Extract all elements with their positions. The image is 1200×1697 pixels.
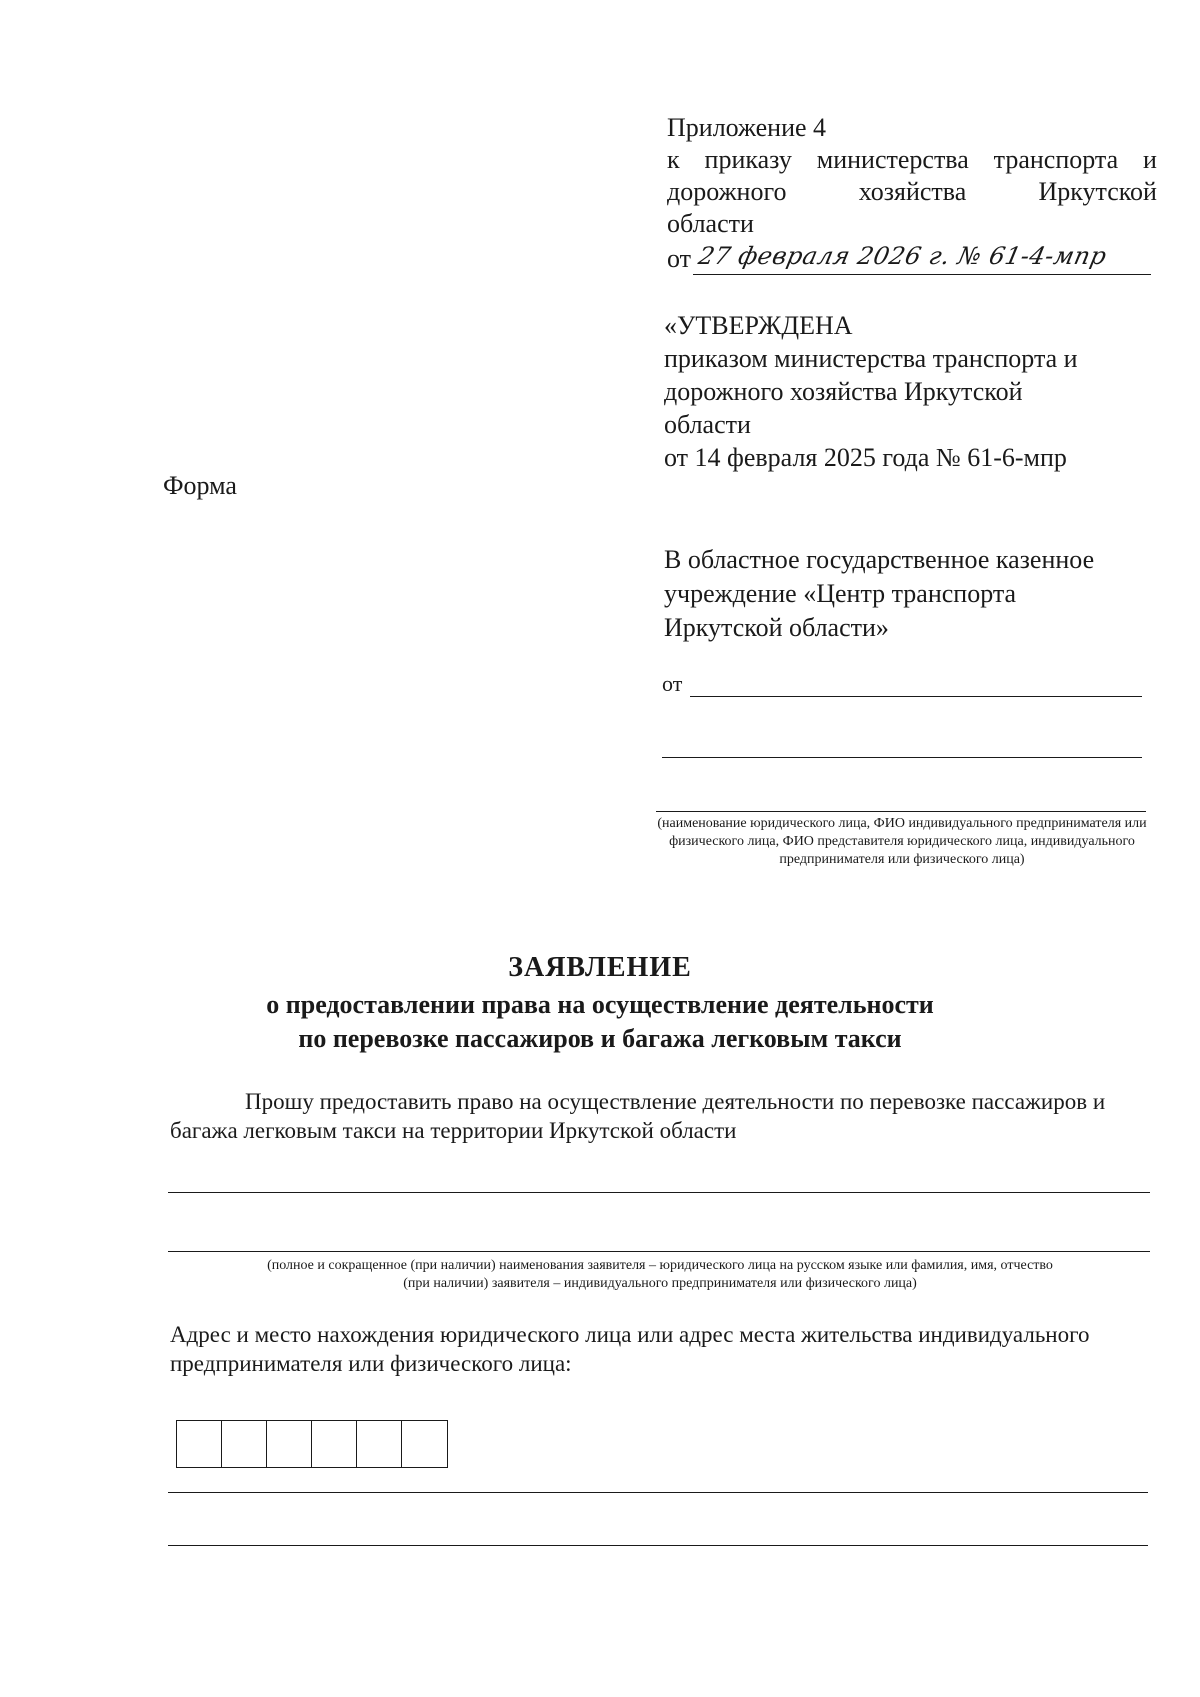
postal-code-box[interactable] xyxy=(402,1421,447,1467)
approved-line-2: приказом министерства транспорта и xyxy=(664,344,1078,373)
address-line-1: Адрес и место нахождения юридического лица или адрес места жительства индивидуального xyxy=(170,1322,1090,1347)
address-field-line-1[interactable] xyxy=(168,1492,1148,1493)
appendix-date-row xyxy=(667,240,1157,275)
applicant-name-line-2[interactable] xyxy=(168,1251,1150,1252)
document-subtitle-1: о предоставлении права на осуществление деятельности xyxy=(266,990,934,1019)
appendix-line-3 xyxy=(667,176,1157,208)
from-field-line-3[interactable] xyxy=(656,811,1146,812)
addressee-line-1: В областное государственное казенное xyxy=(664,545,1095,574)
appendix-line-4: области xyxy=(667,209,754,238)
from-row xyxy=(662,668,1142,697)
applicant-name-line-1[interactable] xyxy=(168,1192,1150,1193)
postal-code-box[interactable] xyxy=(177,1421,222,1467)
appendix-line-2 xyxy=(667,144,1157,176)
appendix-word: к xyxy=(667,145,680,174)
appendix-word: Иркутской xyxy=(1038,177,1157,206)
addressee-line-2: учреждение «Центр транспорта xyxy=(664,579,1017,608)
applicant-hint-line-1: (полное и сокращенное (при наличии) наименования заявителя – юридического лица на русском языке или фамилия, имя, отчество xyxy=(267,1258,1053,1273)
form-label: Форма xyxy=(163,471,237,500)
from-prefix: от xyxy=(662,671,683,696)
approved-block xyxy=(664,309,1078,474)
approved-title: «УТВЕРЖДЕНА xyxy=(664,311,853,340)
from-field-line-2[interactable] xyxy=(662,757,1142,758)
from-field-line-1[interactable] xyxy=(690,668,1142,697)
postal-code-box[interactable] xyxy=(222,1421,267,1467)
appendix-word: и xyxy=(1143,145,1157,174)
applicant-hint xyxy=(170,1257,1150,1293)
appendix-word: хозяйства xyxy=(858,177,967,206)
postal-code-box[interactable] xyxy=(267,1421,312,1467)
approved-line-4: области xyxy=(664,410,751,439)
appendix-word: приказу xyxy=(704,145,792,174)
addressee-block xyxy=(664,543,1094,645)
appendix-title: Приложение 4 xyxy=(667,113,827,142)
request-paragraph xyxy=(170,1087,1150,1145)
appendix-word: министерства xyxy=(816,145,969,174)
approved-line-3: дорожного хозяйства Иркутской xyxy=(664,377,1023,406)
postal-code-box[interactable] xyxy=(357,1421,402,1467)
applicant-hint-line-2: (при наличии) заявителя – индивидуального предпринимателя или физического лица) xyxy=(403,1276,917,1291)
address-line-2: предпринимателя или физического лица: xyxy=(170,1351,572,1376)
addressee-line-3: Иркутской области» xyxy=(664,613,889,642)
postal-code-boxes xyxy=(176,1420,448,1468)
document-title: ЗАЯВЛЕНИЕ xyxy=(508,952,692,983)
address-paragraph xyxy=(170,1320,1150,1378)
date-field xyxy=(693,240,1151,275)
postal-code-box[interactable] xyxy=(312,1421,357,1467)
appendix-block xyxy=(667,112,1157,275)
date-prefix: от xyxy=(667,244,692,273)
appendix-word: дорожного xyxy=(667,177,787,206)
handwritten-date: 27 февраля 2026 г. № 61-4-мпр xyxy=(696,242,1110,270)
document-subtitle-2: по перевозке пассажиров и багажа легковым такси xyxy=(298,1024,902,1053)
request-line-2: багажа легковым такси на территории Иркутской области xyxy=(170,1118,737,1143)
address-field-line-2[interactable] xyxy=(168,1545,1148,1546)
approved-line-5: от 14 февраля 2025 года № 61-6-мпр xyxy=(664,443,1067,472)
appendix-word: транспорта xyxy=(993,145,1119,174)
request-line-1: Прошу предоставить право на осуществление деятельности по перевозке пассажиров и xyxy=(245,1089,1106,1114)
from-hint: (наименование юридического лица, ФИО индивидуального предпринимателя или физического лица, ФИО представителя юридического лица, индивидуального предпринимателя или физического лица) xyxy=(657,816,1147,867)
